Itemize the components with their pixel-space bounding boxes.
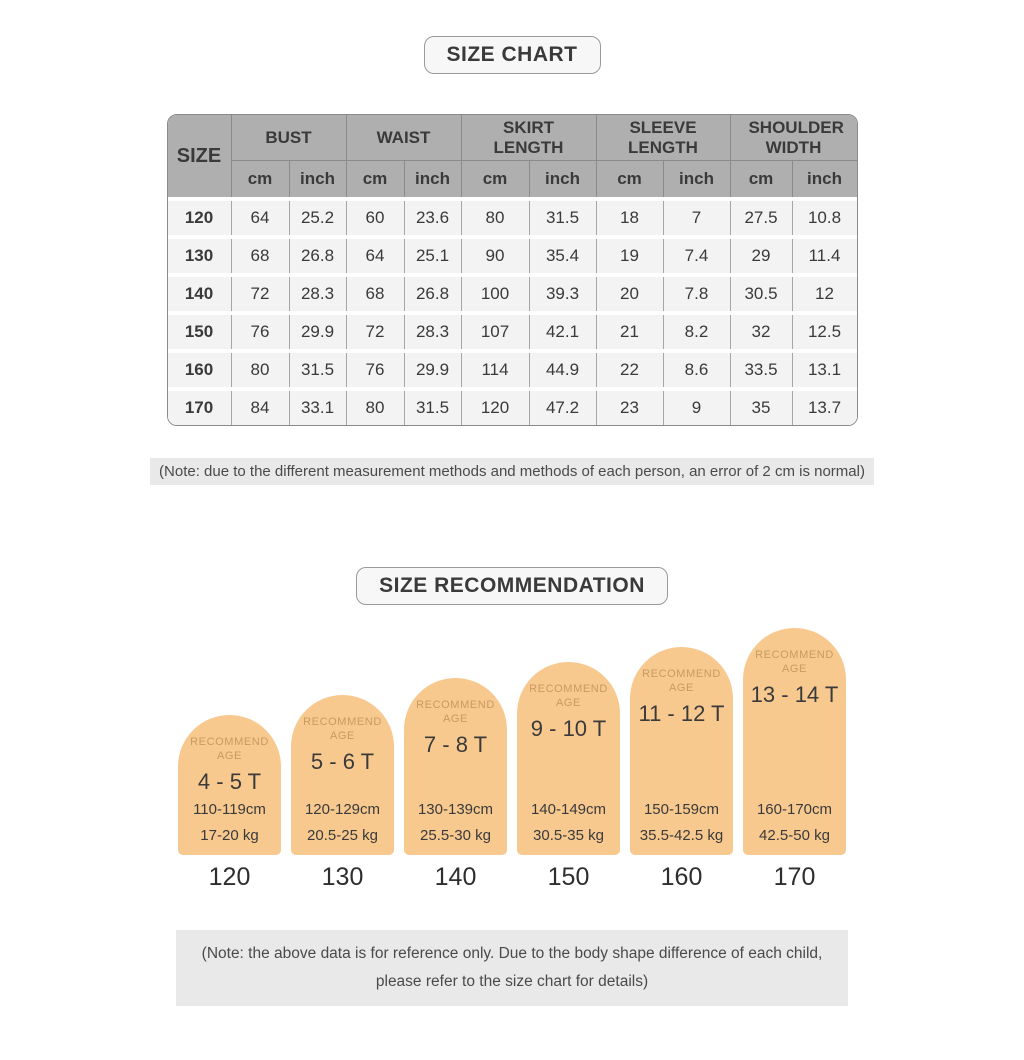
table-cell: 13.1 [793,353,857,387]
table-cell: 23 [597,391,664,425]
age-label: AGE [555,697,581,710]
group-header-label: WAIST [376,127,431,147]
card-weight-range: 25.5-30 kg [420,827,491,844]
table-cell: 30.5 [731,277,793,311]
recommend-age-label [529,682,608,711]
card-size-label: 130 [321,863,364,891]
arch-shape [743,628,846,855]
table-cell: 29.9 [290,315,347,349]
table-cell: 64 [232,201,290,235]
table-cell: 12.5 [793,315,857,349]
table-cell: 7 [664,201,731,235]
table-cell: 27.5 [731,201,793,235]
reference-note [176,930,849,1006]
age-label: AGE [668,682,694,695]
card-size-label: 150 [547,863,590,891]
recommend-age-label [642,667,721,696]
recommend-age-label [416,698,495,727]
table-cell: 84 [232,391,290,425]
table-cell: 23.6 [405,201,462,235]
card-size-label: 170 [773,863,816,891]
table-cell: 80 [232,353,290,387]
card-height-range: 130-139cm [417,801,494,818]
card-height-range: 160-170cm [756,801,833,818]
recommendation-card [630,647,733,892]
recommend-label: RECOMMEND [303,716,382,728]
table-cell: 80 [462,201,530,235]
size-recommendation-title-badge: SIZE RECOMMENDATION [356,567,668,605]
table-cell: 26.8 [290,239,347,273]
card-weight-range: 42.5-50 kg [759,827,830,844]
unit-header-cm: cm [597,161,664,197]
card-height-range: 110-119cm [193,801,266,818]
card-weight-range: 30.5-35 kg [533,827,604,844]
table-cell: 76 [347,353,405,387]
card-measurements [193,801,266,845]
card-age: 9 - 10 T [530,715,607,741]
recommend-age-label [755,648,834,677]
card-measurements [531,801,606,845]
table-cell: 44.9 [530,353,597,387]
card-weight-range: 35.5-42.5 kg [639,827,724,844]
group-header-shoulder-width [731,115,857,161]
group-header-label: SHOULDER WIDTH [748,117,844,157]
unit-header-inch: inch [290,161,347,197]
arch-shape [630,647,733,855]
table-cell: 107 [462,315,530,349]
age-label: AGE [216,750,242,763]
age-label: AGE [442,713,468,726]
table-cell: 28.3 [290,277,347,311]
table-cell: 33.5 [731,353,793,387]
recommend-label: RECOMMEND [416,699,495,711]
card-size-label: 160 [660,863,703,891]
recommend-age-label [190,735,269,764]
table-cell: 29.9 [405,353,462,387]
arch-shape [178,715,281,855]
card-age: 5 - 6 T [310,748,375,774]
reference-note-line1: (Note: the above data is for reference only. Due to the body shape difference of each child, [201,945,823,962]
table-cell: 47.2 [530,391,597,425]
size-cell: 130 [168,239,232,273]
table-cell: 9 [664,391,731,425]
recommend-label: RECOMMEND [529,683,608,695]
table-cell: 35 [731,391,793,425]
table-cell: 25.1 [405,239,462,273]
recommendation-card [743,628,846,892]
card-measurements [757,801,832,845]
arch-shape [291,695,394,855]
card-age: 13 - 14 T [750,681,839,707]
table-cell: 11.4 [793,239,857,273]
table-cell: 33.1 [290,391,347,425]
recommendation-card [404,678,507,892]
recommendation-card [178,715,281,892]
unit-header-cm: cm [731,161,793,197]
age-label: AGE [329,730,355,743]
table-cell: 39.3 [530,277,597,311]
table-cell: 31.5 [290,353,347,387]
group-header-sleeve-length [597,115,731,161]
table-cell: 35.4 [530,239,597,273]
unit-header-inch: inch [405,161,462,197]
table-cell: 114 [462,353,530,387]
table-cell: 7.8 [664,277,731,311]
card-age: 4 - 5 T [197,768,262,794]
recommendation-cards [0,628,1024,892]
table-cell: 32 [731,315,793,349]
group-header-label: SLEEVE LENGTH [628,117,698,157]
card-age: 11 - 12 T [638,700,725,726]
table-cell: 22 [597,353,664,387]
card-measurements [418,801,493,845]
card-height-range: 150-159cm [643,801,720,818]
table-cell: 8.2 [664,315,731,349]
size-cell: 150 [168,315,232,349]
size-cell: 120 [168,201,232,235]
table-cell: 28.3 [405,315,462,349]
table-cell: 18 [597,201,664,235]
card-age: 7 - 8 T [423,731,488,757]
recommend-label: RECOMMEND [755,649,834,661]
recommend-age-label [303,715,382,744]
unit-header-cm: cm [462,161,530,197]
recommend-label: RECOMMEND [642,668,721,680]
table-cell: 90 [462,239,530,273]
unit-header-inch: inch [664,161,731,197]
table-cell: 68 [232,239,290,273]
table-cell: 19 [597,239,664,273]
size-table-body [168,197,857,425]
size-cell: 170 [168,391,232,425]
card-size-label: 120 [208,863,251,891]
card-weight-range: 20.5-25 kg [307,827,378,844]
size-table [167,114,858,426]
size-cell: 140 [168,277,232,311]
unit-header-cm: cm [232,161,290,197]
group-header-label: SKIRT LENGTH [493,117,564,157]
table-cell: 21 [597,315,664,349]
table-cell: 10.8 [793,201,857,235]
table-cell: 100 [462,277,530,311]
table-cell: 29 [731,239,793,273]
table-cell: 12 [793,277,857,311]
table-cell: 72 [232,277,290,311]
table-cell: 76 [232,315,290,349]
recommendation-card [291,695,394,892]
card-height-range: 120-129cm [304,801,381,818]
arch-shape [517,662,620,855]
card-weight-range: 17-20 kg [200,827,259,844]
measurement-note [0,463,1024,481]
table-cell: 31.5 [530,201,597,235]
unit-header-cm: cm [347,161,405,197]
card-height-range: 140-149cm [530,801,607,818]
table-cell: 80 [347,391,405,425]
table-cell: 8.6 [664,353,731,387]
recommend-label: RECOMMEND [190,736,269,748]
size-chart-title-badge: SIZE CHART [424,36,601,74]
size-table-header [168,115,857,197]
size-column-header: SIZE [168,115,232,197]
table-cell: 26.8 [405,277,462,311]
table-cell: 20 [597,277,664,311]
table-cell: 7.4 [664,239,731,273]
card-measurements [305,801,380,845]
table-cell: 31.5 [405,391,462,425]
unit-header-inch: inch [530,161,597,197]
size-cell: 160 [168,353,232,387]
table-cell: 64 [347,239,405,273]
age-label: AGE [781,663,807,676]
card-size-label: 140 [434,863,477,891]
card-measurements [640,801,723,845]
group-header-label: BUST [265,127,312,147]
group-header-skirt-length [462,115,597,161]
arch-shape [404,678,507,855]
table-cell: 68 [347,277,405,311]
table-cell: 72 [347,315,405,349]
table-cell: 60 [347,201,405,235]
reference-note-line2: please refer to the size chart for details) [375,972,649,990]
table-cell: 25.2 [290,201,347,235]
table-cell: 42.1 [530,315,597,349]
measurement-note-text: (Note: due to the different measurement methods and methods of each person, an error of 2 cm is normal) [150,458,874,485]
unit-header-inch: inch [807,169,842,189]
table-cell: 120 [462,391,530,425]
group-header-bust [232,115,347,161]
group-header-waist [347,115,462,161]
recommendation-card [517,662,620,892]
table-cell: 13.7 [793,391,857,425]
